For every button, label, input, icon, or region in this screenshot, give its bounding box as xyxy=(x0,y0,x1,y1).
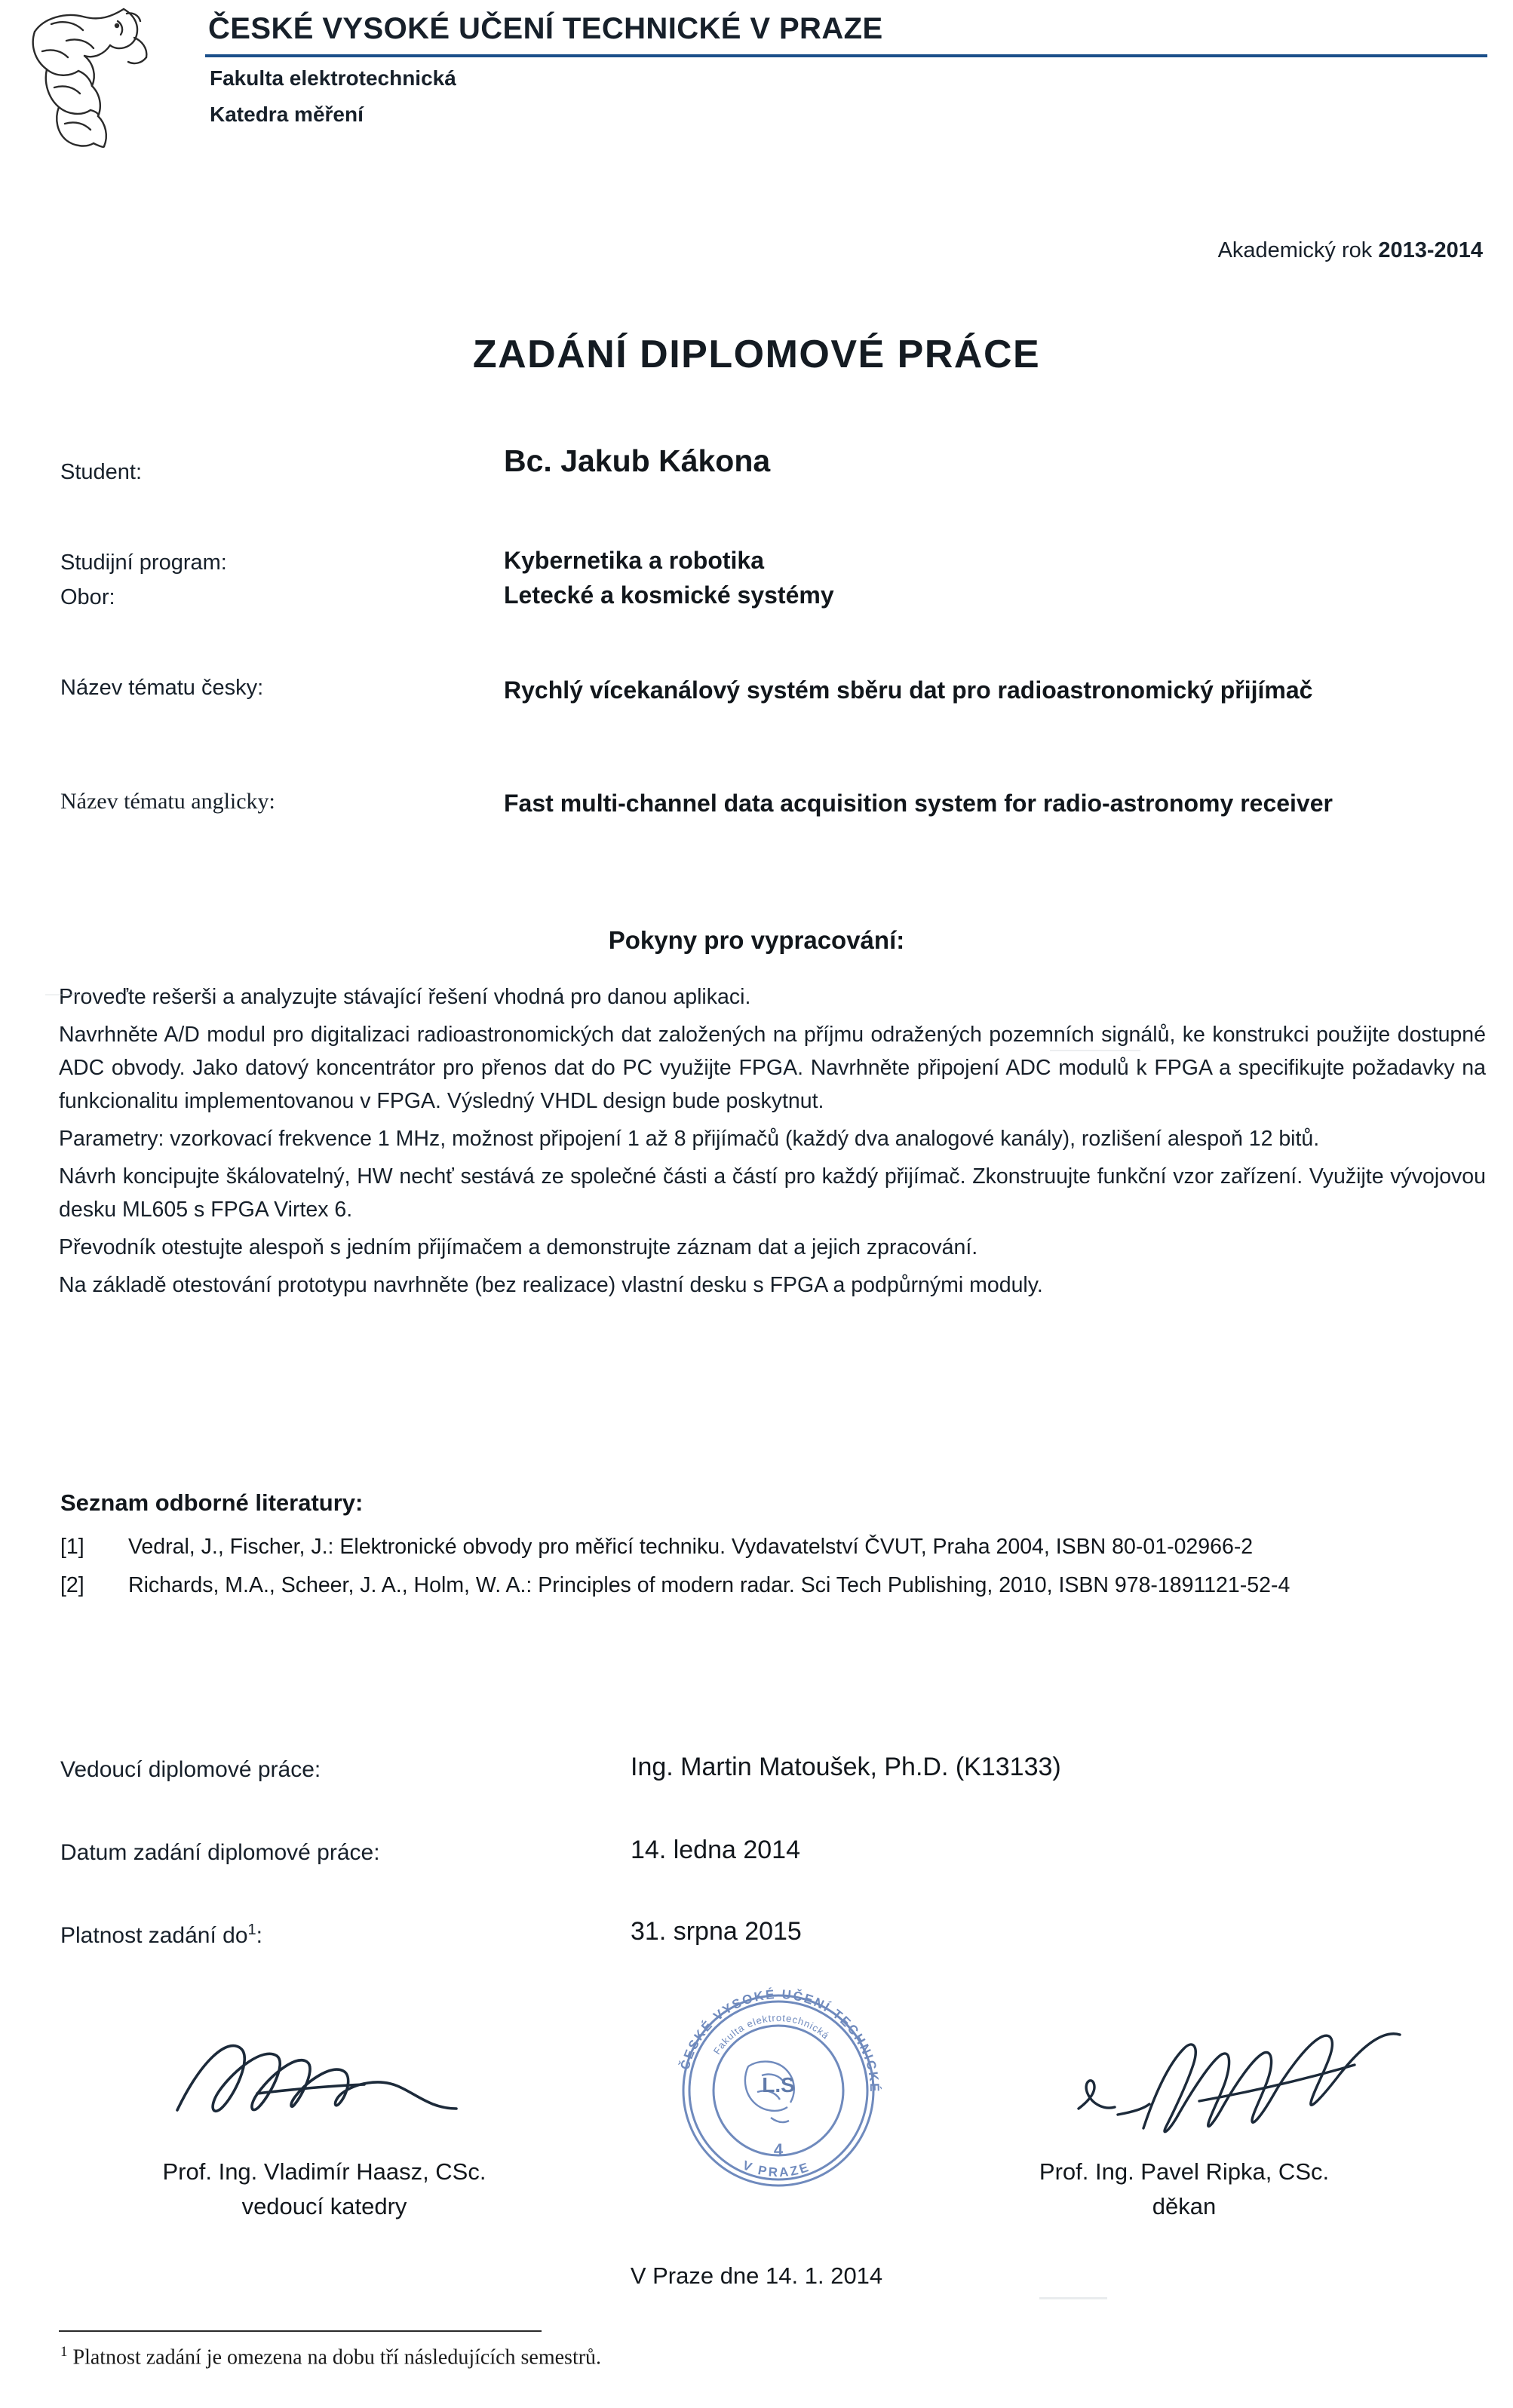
university-name: ČESKÉ VYSOKÉ UČENÍ TECHNICKÉ V PRAZE xyxy=(208,12,883,45)
validity-label-colon: : xyxy=(256,1923,262,1948)
literature-number: [1] xyxy=(60,1535,84,1559)
ctu-lion-logo-icon xyxy=(21,5,180,155)
topic-cs-value: Rychlý vícekanálový systém sběru dat pro radioastronomický přijímač xyxy=(504,676,1313,704)
svg-text:ČESKÉ VYSOKÉ UČENÍ TECHNICKÉ: ČESKÉ VYSOKÉ UČENÍ TECHNICKÉ xyxy=(677,1986,882,2094)
student-value: Bc. Jakub Kákona xyxy=(504,443,771,478)
assignment-date-label: Datum zadání diplomové práce: xyxy=(60,1840,380,1865)
list-item xyxy=(60,1531,1441,1563)
footnote-mark: 1 xyxy=(60,2344,68,2360)
supervisor-label: Vedoucí diplomové práce: xyxy=(60,1757,321,1782)
assignment-date-value: 14. ledna 2014 xyxy=(631,1836,800,1864)
svg-text:L.S: L.S xyxy=(762,2073,795,2097)
literature-text: Richards, M.A., Scheer, J. A., Holm, W. A.: Principles of modern radar. Sci Tech Publishing, 2010, ISBN 978-1891121-52-4 xyxy=(128,1573,1290,1597)
scan-artifact xyxy=(1050,1050,1140,1051)
right-signer-role: děkan xyxy=(1152,2193,1217,2219)
validity-label-text: Platnost zadání do xyxy=(60,1923,248,1948)
official-stamp-icon xyxy=(658,1970,899,2211)
faculty-name: Fakulta elektrotechnická xyxy=(210,66,456,90)
handwritten-signature-icon xyxy=(162,2021,479,2142)
literature-heading: Seznam odborné literatury: xyxy=(60,1489,364,1516)
scan-artifact xyxy=(1039,2297,1107,2299)
topic-en-label: Název tématu anglicky: xyxy=(60,789,275,814)
footnote-text: Platnost zadání je omezena na dobu tří následujících semestrů. xyxy=(72,2345,602,2370)
instruction-paragraph: Parametry: vzorkovací frekvence 1 MHz, možnost připojení 1 až 8 přijímačů (každý dva analogové kanály), rozlišení alespoň 12 bitů. xyxy=(59,1127,1320,1151)
instruction-paragraph: Na základě otestování prototypu navrhněte (bez realizace) vlastní desku s FPGA a podpůrnými moduly. xyxy=(59,1273,1043,1297)
branch-value: Letecké a kosmické systémy xyxy=(504,581,834,609)
left-signer-name: Prof. Ing. Vladimír Haasz, CSc. xyxy=(162,2158,486,2185)
instruction-paragraph: Návrh koncipujte škálovatelný, HW nechť sestává ze společné části a částí pro každý přijímač. Zkonstruujte funkční vzor zařízení. Využijte vývojovou desku ML605 s FPGA Virtex 6. xyxy=(59,1164,1486,1222)
literature-number: [2] xyxy=(60,1573,84,1597)
academic-year-value: 2013-2014 xyxy=(1378,238,1483,262)
header-divider xyxy=(205,54,1487,57)
study-program-value: Kybernetika a robotika xyxy=(504,547,764,574)
academic-year-label: Akademický rok xyxy=(1217,238,1373,262)
validity-footnote-mark: 1 xyxy=(247,1922,256,1938)
topic-cs-label: Název tématu česky: xyxy=(60,676,264,700)
svg-text:V PRAZE: V PRAZE xyxy=(740,2158,812,2180)
department-name: Katedra měření xyxy=(210,103,364,126)
branch-label: Obor: xyxy=(60,585,115,609)
handwritten-signature-icon xyxy=(1071,2021,1418,2149)
svg-text:Fakulta elektrotechnická: Fakulta elektrotechnická xyxy=(710,2011,832,2057)
svg-text:4: 4 xyxy=(773,2140,784,2159)
literature-text: Vedral, J., Fischer, J.: Elektronické obvody pro měřicí techniku. Vydavatelství ČVUT, Praha 2004, ISBN 80-01-02966-2 xyxy=(128,1535,1254,1559)
right-signer-name: Prof. Ing. Pavel Ripka, CSc. xyxy=(1039,2158,1330,2185)
topic-en-value: Fast multi-channel data acquisition system for radio-astronomy receiver xyxy=(504,790,1333,817)
instruction-paragraph: Navrhněte A/D modul pro digitalizaci radioastronomických dat založených na příjmu odražených pozemních signálů, ke konstrukci použijte dostupné ADC obvody. Jako datový koncentrátor pro přenos dat do PC využijte FPGA. Navrhněte připojení ADC modulů k FPGA a specifikujte požadavky na funkcionalitu implementovanou v FPGA. Výsledný VHDL design bude poskytnut. xyxy=(59,1023,1486,1113)
validity-label xyxy=(60,1922,262,1949)
footnote xyxy=(60,2344,601,2370)
scan-artifact xyxy=(45,994,91,995)
left-signer-role: vedoucí katedry xyxy=(241,2193,407,2219)
student-label: Student: xyxy=(60,460,143,484)
list-item xyxy=(60,1569,1441,1602)
validity-value: 31. srpna 2015 xyxy=(631,1917,802,1946)
instructions-body xyxy=(59,980,1486,1306)
page-title: ZADÁNÍ DIPLOMOVÉ PRÁCE xyxy=(472,333,1041,376)
academic-year xyxy=(1218,238,1483,263)
instructions-heading: Pokyny pro vypracování: xyxy=(608,926,905,954)
study-program-label: Studijní program: xyxy=(60,551,227,575)
literature-list xyxy=(60,1531,1441,1608)
supervisor-value: Ing. Martin Matoušek, Ph.D. (K13133) xyxy=(631,1753,1061,1781)
footnote-divider xyxy=(59,2330,542,2332)
document-header xyxy=(0,0,1513,162)
instruction-paragraph: Převodník otestujte alespoň s jedním přijímačem a demonstrujte záznam dat a jejich zpracování. xyxy=(59,1235,978,1259)
place-and-date: V Praze dne 14. 1. 2014 xyxy=(630,2262,883,2289)
instruction-paragraph: Proveďte rešerši a analyzujte stávající řešení vhodná pro danou aplikaci. xyxy=(59,985,751,1009)
